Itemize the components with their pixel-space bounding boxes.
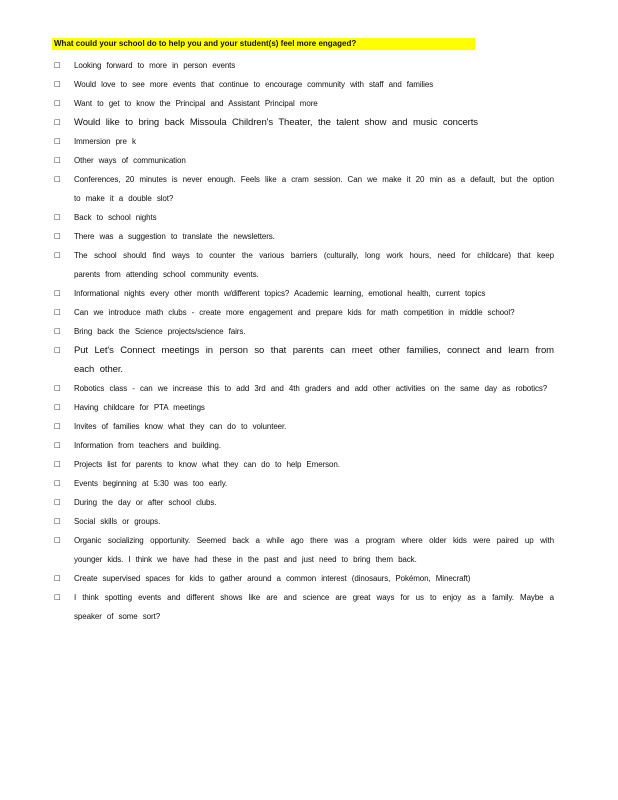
response-item [54, 531, 554, 569]
response-item [54, 417, 554, 436]
response-item [54, 284, 554, 303]
bullet-icon: □ [54, 517, 61, 525]
response-item [54, 569, 554, 588]
response-item [54, 113, 554, 132]
response-text: Projects list for parents to know what they can do to help Emerson. [74, 460, 340, 469]
response-text: Information from teachers and building. [74, 441, 221, 450]
bullet-icon: □ [54, 479, 61, 487]
bullet-icon: □ [54, 80, 61, 88]
response-item [54, 227, 554, 246]
response-text: During the day or after school clubs. [74, 498, 217, 507]
response-item [54, 132, 554, 151]
response-item [54, 94, 554, 113]
response-item [54, 303, 554, 322]
bullet-icon: □ [54, 327, 61, 335]
response-item [54, 208, 554, 227]
response-text: Conferences, 20 minutes is never enough. Feels like a cram session. Can we make it 20 min as a default, but the option to make it a double slot? [74, 175, 554, 203]
survey-question-heading: What could your school do to help you and your student(s) feel more engaged? [52, 38, 475, 50]
bullet-icon: □ [54, 498, 61, 506]
response-item [54, 246, 554, 284]
bullet-icon: □ [54, 574, 61, 582]
response-item [54, 379, 554, 398]
response-item [54, 341, 554, 379]
response-text: Bring back the Science projects/science fairs. [74, 327, 246, 336]
response-list [54, 56, 554, 626]
bullet-icon: □ [54, 403, 61, 411]
response-text: Invites of families know what they can do to volunteer. [74, 422, 287, 431]
response-text: Robotics class - can we increase this to add 3rd and 4th graders and add other activities on the same day as robotics? [74, 384, 548, 393]
response-text: Would love to see more events that continue to encourage community with staff and families [74, 80, 434, 89]
bullet-icon: □ [54, 213, 61, 221]
response-text: Create supervised spaces for kids to gather around a common interest (dinosaurs, Pokémon, Minecraft) [74, 574, 471, 583]
response-item [54, 455, 554, 474]
bullet-icon: □ [54, 232, 61, 240]
bullet-icon: □ [54, 99, 61, 107]
bullet-icon: □ [54, 441, 61, 449]
response-item [54, 512, 554, 531]
bullet-icon: □ [54, 536, 61, 544]
response-text: The school should find ways to counter the various barriers (culturally, long work hours, need for childcare) that keep parents from attending school community events. [74, 251, 554, 279]
bullet-icon: □ [54, 251, 61, 259]
response-item [54, 474, 554, 493]
response-text: Would like to bring back Missoula Children's Theater, the talent show and music concerts [74, 117, 478, 128]
response-item [54, 436, 554, 455]
bullet-icon: □ [54, 156, 61, 164]
response-item [54, 588, 554, 626]
response-text: Other ways of communication [74, 156, 186, 165]
bullet-icon: □ [54, 384, 61, 392]
bullet-icon: □ [54, 593, 61, 601]
response-item [54, 398, 554, 417]
response-text: I think spotting events and different shows like are and science are great ways for us to enjoy as a family. Maybe a speaker of some sort? [74, 593, 554, 621]
response-text: Can we introduce math clubs - create more engagement and prepare kids for math competition in middle school? [74, 308, 515, 317]
response-text: Put Let's Connect meetings in person so that parents can meet other families, connect and learn from each other. [74, 345, 554, 375]
response-text: Informational nights every other month w/different topics? Academic learning, emotional health, current topics [74, 289, 486, 298]
bullet-icon: □ [54, 422, 61, 430]
response-item [54, 493, 554, 512]
response-item [54, 75, 554, 94]
bullet-icon: □ [54, 289, 61, 297]
response-text: Looking forward to more in person events [74, 61, 236, 70]
response-item [54, 56, 554, 75]
bullet-icon: □ [54, 175, 61, 183]
bullet-icon: □ [54, 460, 61, 468]
bullet-icon: □ [54, 61, 61, 69]
response-item [54, 170, 554, 208]
bullet-icon: □ [54, 346, 61, 354]
bullet-icon: □ [54, 118, 61, 126]
response-text: Want to get to know the Principal and Assistant Principal more [74, 99, 318, 108]
response-text: Immersion pre k [74, 137, 136, 146]
response-text: Social skills or groups. [74, 517, 161, 526]
response-item [54, 322, 554, 341]
response-item [54, 151, 554, 170]
response-text: Having childcare for PTA meetings [74, 403, 205, 412]
response-text: Back to school nights [74, 213, 157, 222]
response-text: There was a suggestion to translate the newsletters. [74, 232, 275, 241]
bullet-icon: □ [54, 308, 61, 316]
response-text: Events beginning at 5:30 was too early. [74, 479, 228, 488]
response-text: Organic socializing opportunity. Seemed back a while ago there was a program where older kids were paired up with younger kids. I think we have had these in the past and just need to bring them back. [74, 536, 554, 564]
bullet-icon: □ [54, 137, 61, 145]
